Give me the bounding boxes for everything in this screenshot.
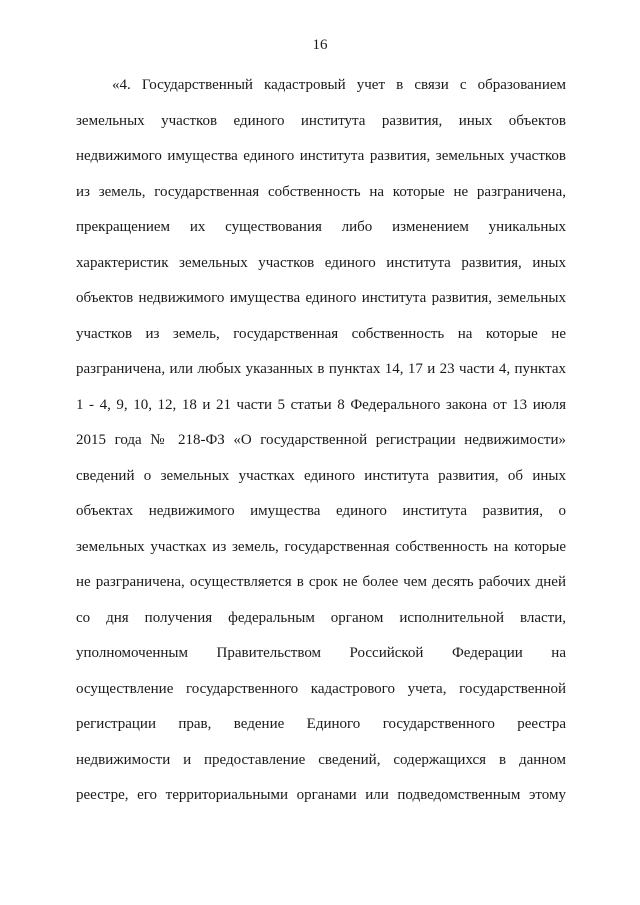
- text-line: со дня получения федеральным органом исполнительной власти,: [76, 609, 566, 626]
- text-line: разграничена, или любых указанных в пунктах 14, 17 и 23 части 4, пунктах: [76, 361, 566, 377]
- text-line: прекращением их существования либо изменением уникальных: [76, 219, 566, 235]
- text-line: регистрации прав, ведение Единого государственного реестра: [76, 716, 566, 732]
- text-line: объектов недвижимого имущества единого института развития, земельных: [76, 290, 566, 306]
- text-line: земельных участках из земель, государственная собственность на которые: [76, 538, 566, 555]
- text-line: не разграничена, осуществляется в срок не более чем десять рабочих дней: [76, 574, 566, 590]
- text-line: сведений о земельных участках единого института развития, об иных: [76, 467, 566, 484]
- text-line: из земель, государственная собственность на которые не разграничена,: [76, 183, 566, 200]
- body-paragraph: [76, 72, 566, 818]
- text-line: характеристик земельных участков единого института развития, иных: [76, 254, 566, 271]
- text-line: земельных участков единого института развития, иных объектов: [76, 112, 566, 129]
- text-line: реестре, его территориальными органами или подведомственным этому: [76, 787, 566, 803]
- text-line: недвижимого имущества единого института развития, земельных участков: [76, 148, 566, 164]
- text-line: участков из земель, государственная собственность на которые не: [76, 325, 566, 342]
- text-line: «4. Государственный кадастровый учет в связи с образованием: [112, 77, 566, 93]
- text-line: недвижимости и предоставление сведений, содержащихся в данном: [76, 751, 566, 768]
- text-line: уполномоченным Правительством Российской Федерации на: [76, 645, 566, 661]
- text-line: осуществление государственного кадастрового учета, государственной: [76, 680, 566, 697]
- text-line: 1 - 4, 9, 10, 12, 18 и 21 части 5 статьи 8 Федерального закона от 13 июля: [76, 396, 566, 413]
- text-line: 2015 года № 218-ФЗ «О государственной регистрации недвижимости»: [76, 432, 566, 448]
- text-line: объектах недвижимого имущества единого института развития, о: [76, 503, 566, 519]
- page-number: 16: [312, 37, 328, 53]
